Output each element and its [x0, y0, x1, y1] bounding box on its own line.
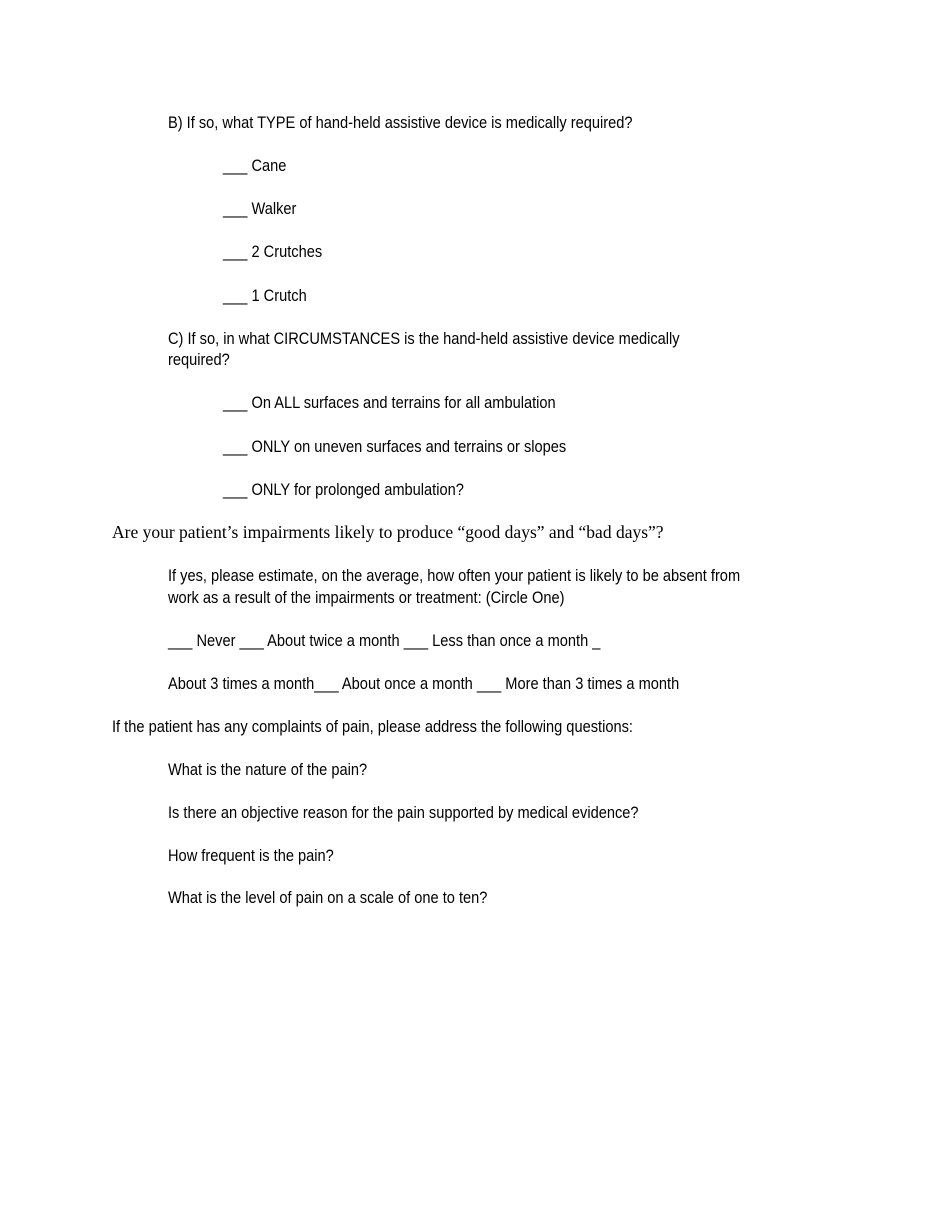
absence-choices-line2: About 3 times a month___ About once a month ___ More than 3 times a month: [168, 674, 680, 693]
question-device-type: B) If so, what TYPE of hand-held assistive device is medically required?: [168, 113, 633, 132]
pain-question-frequency: How frequent is the pain?: [168, 846, 334, 865]
option-uneven-surfaces: ___ ONLY on uneven surfaces and terrains or slopes: [223, 437, 567, 456]
option-all-surfaces: ___ On ALL surfaces and terrains for all ambulation: [223, 393, 556, 412]
option-cane: ___ Cane: [223, 156, 287, 175]
question-circumstances-line2: required?: [168, 350, 230, 369]
pain-question-level: What is the level of pain on a scale of one to ten?: [168, 888, 488, 907]
pain-question-nature: What is the nature of the pain?: [168, 760, 368, 779]
option-walker: ___ Walker: [223, 199, 297, 218]
pain-question-objective-reason: Is there an objective reason for the pain supported by medical evidence?: [168, 803, 639, 822]
option-1-crutch: ___ 1 Crutch: [223, 286, 307, 305]
question-good-bad-days: Are your patient’s impairments likely to produce “good days” and “bad days”?: [112, 522, 664, 542]
option-prolonged-ambulation: ___ ONLY for prolonged ambulation?: [223, 480, 464, 499]
question-circumstances-line1: C) If so, in what CIRCUMSTANCES is the hand-held assistive device medically: [168, 329, 680, 348]
pain-intro: If the patient has any complaints of pain, please address the following questions:: [112, 717, 633, 736]
absence-question-line2: work as a result of the impairments or treatment: (Circle One): [168, 588, 565, 607]
absence-choices-line1: ___ Never ___ About twice a month ___ Less than once a month _: [168, 631, 601, 650]
absence-question-line1: If yes, please estimate, on the average, how often your patient is likely to be absent from: [168, 566, 741, 585]
option-2-crutches: ___ 2 Crutches: [223, 242, 323, 261]
